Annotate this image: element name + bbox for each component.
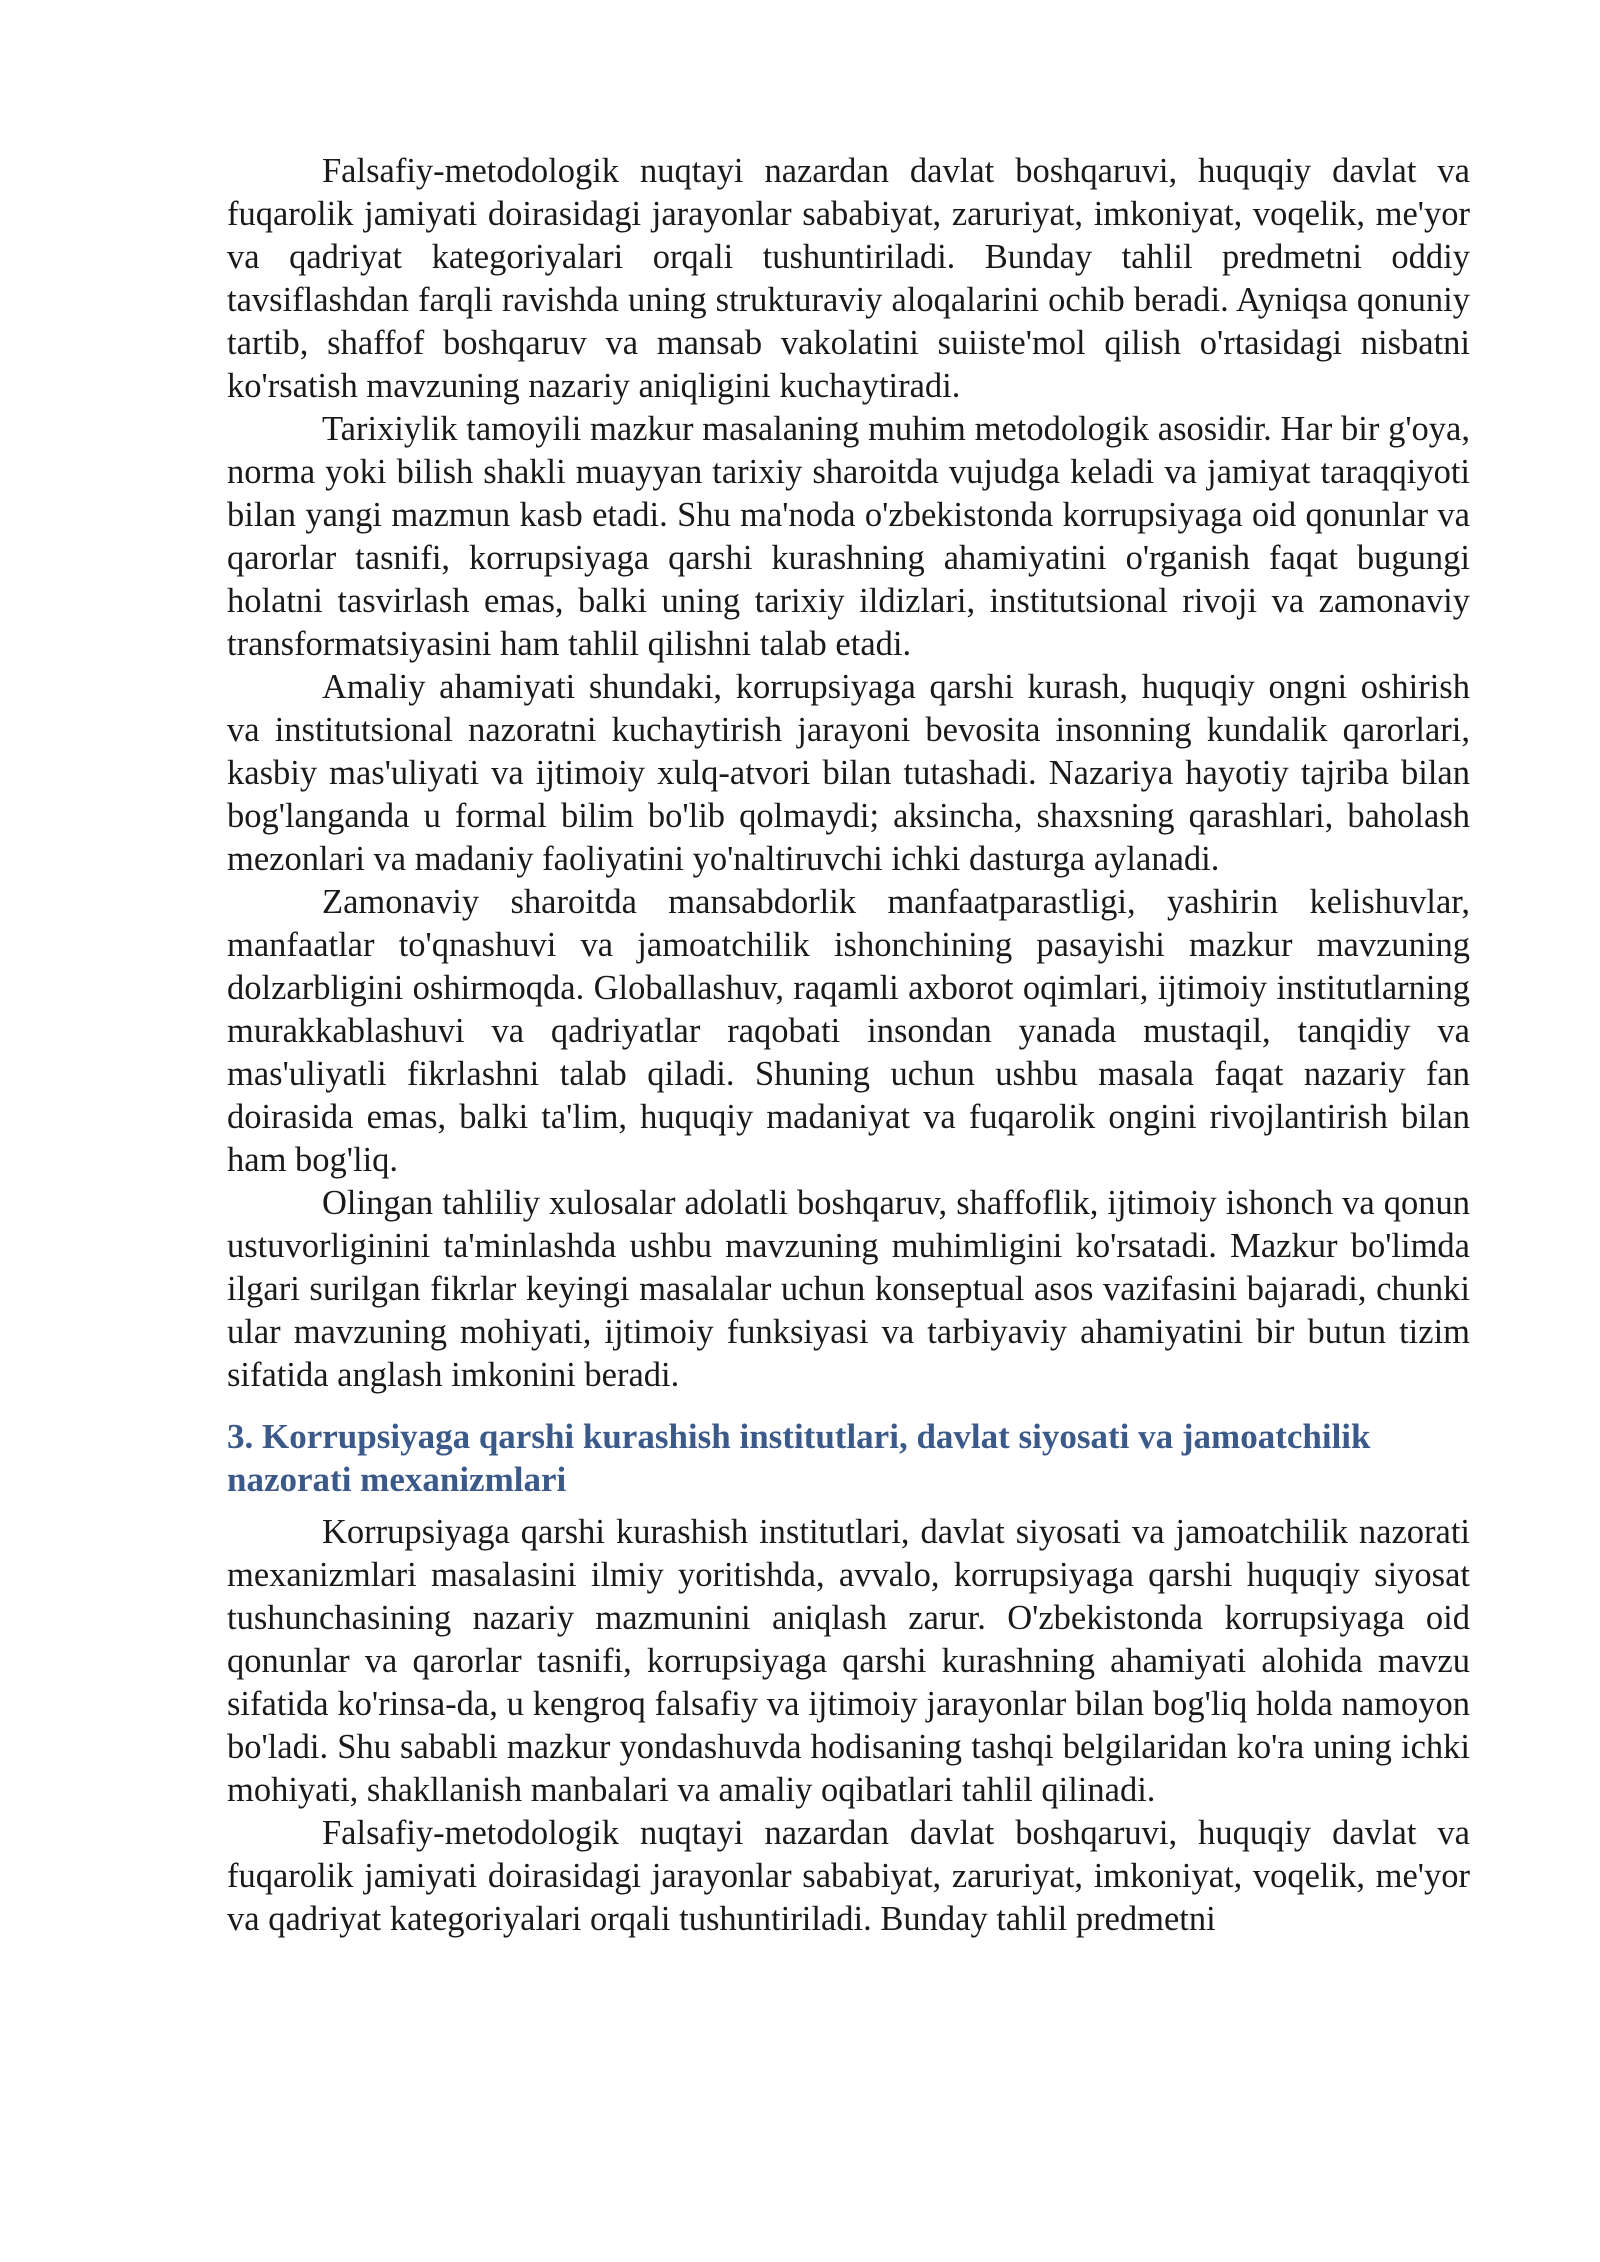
paragraph-6: Korrupsiyaga qarshi kurashish institutlari, davlat siyosati va jamoatchilik nazorati mexanizmlari masalasini ilmiy yoritishda, avvalo, korrupsiyaga qarshi huquqiy siyosat tushunchasining nazariy mazmunini aniqlash zarur. O'zbekistonda korrupsiyaga oid qonunlar va qarorlar tasnifi, korrupsiyaga qarshi kurashning ahamiyati alohida mavzu sifatida ko'rinsa-da, u kengroq falsafiy va ijtimoiy jarayonlar bilan bog'liq holda namoyon bo'ladi. Shu sababli mazkur yondashuvda hodisaning tashqi belgilaridan ko'ra uning ichki mohiyati, shakllanish manbalari va amaliy oqibatlari tahlil qilinadi. — [227, 1513, 1470, 1809]
paragraph-4: Zamonaviy sharoitda mansabdorlik manfaatparastligi, yashirin kelishuvlar, manfaatlar to'qnashuvi va jamoatchilik ishonchining pasayishi mazkur mavzuning dolzarbligini oshirmoqda. Globallashuv, raqamli axborot oqimlari, ijtimoiy institutlarning murakkablashuvi va qadriyatlar raqobati insondan yanada mustaqil, tanqidiy va mas'uliyatli fikrlashni talab qiladi. Shuning uchun ushbu masala faqat nazariy fan doirasida emas, balki ta'lim, huquqiy madaniyat va fuqarolik ongini rivojlantirish bilan ham bog'liq. — [227, 883, 1470, 1179]
section-heading: 3. Korrupsiyaga qarshi kurashish institutlari, davlat siyosati va jamoatchilik nazorati mexanizmlari — [227, 1417, 1371, 1499]
paragraph-1: Falsafiy-metodologik nuqtayi nazardan davlat boshqaruvi, huquqiy davlat va fuqarolik jamiyati doirasidagi jarayonlar sababiyat, zaruriyat, imkoniyat, voqelik, me'yor va qadriyat kategoriyalari orqali tushuntiriladi. Bunday tahlil predmetni oddiy tavsiflashdan farqli ravishda uning strukturaviy aloqalarini ochib beradi. Ayniqsa qonuniy tartib, shaffof boshqaruv va mansab vakolatini suiiste'mol qilish o'rtasidagi nisbatni ko'rsatish mavzuning nazariy aniqligini kuchaytiradi. — [227, 152, 1470, 405]
paragraph-3: Amaliy ahamiyati shundaki, korrupsiyaga qarshi kurash, huquqiy ongni oshirish va institutsional nazoratni kuchaytirish jarayoni bevosita insonning kundalik qarorlari, kasbiy mas'uliyati va ijtimoiy xulq-atvori bilan tutashadi. Nazariya hayotiy tajriba bilan bog'langanda u formal bilim bo'lib qolmaydi; aksincha, shaxsning qarashlari, baholash mezonlari va madaniy faoliyatini yo'naltiruvchi ichki dasturga aylanadi. — [227, 668, 1470, 878]
paragraph-5: Olingan tahliliy xulosalar adolatli boshqaruv, shaffoflik, ijtimoiy ishonch va qonun ustuvorliginini ta'minlashda ushbu mavzuning muhimligini ko'rsatadi. Mazkur bo'limda ilgari surilgan fikrlar keyingi masalalar uchun konseptual asos vazifasini bajaradi, chunki ular mavzuning mohiyati, ijtimoiy funksiyasi va tarbiyaviy ahamiyatini bir butun tizim sifatida anglash imkonini beradi. — [227, 1184, 1470, 1394]
paragraph-7: Falsafiy-metodologik nuqtayi nazardan davlat boshqaruvi, huquqiy davlat va fuqarolik jamiyati doirasidagi jarayonlar sababiyat, zaruriyat, imkoniyat, voqelik, me'yor va qadriyat kategoriyalari orqali tushuntiriladi. Bunday tahlil predmetni — [227, 1814, 1470, 1938]
trailing-paragraph-clip — [227, 1812, 1470, 1941]
document-page — [227, 150, 1470, 1941]
paragraph-2: Tarixiylik tamoyili mazkur masalaning muhim metodologik asosidir. Har bir g'oya, norma yoki bilish shakli muayyan tarixiy sharoitda vujudga keladi va jamiyat taraqqiyoti bilan yangi mazmun kasb etadi. Shu ma'noda o'zbekistonda korrupsiyaga oid qonunlar va qarorlar tasnifi, korrupsiyaga qarshi kurashning ahamiyatini o'rganish faqat bugungi holatni tasvirlash emas, balki uning tarixiy ildizlari, institutsional rivoji va zamonaviy transformatsiyasini ham tahlil qilishni talab etadi. — [227, 410, 1470, 663]
